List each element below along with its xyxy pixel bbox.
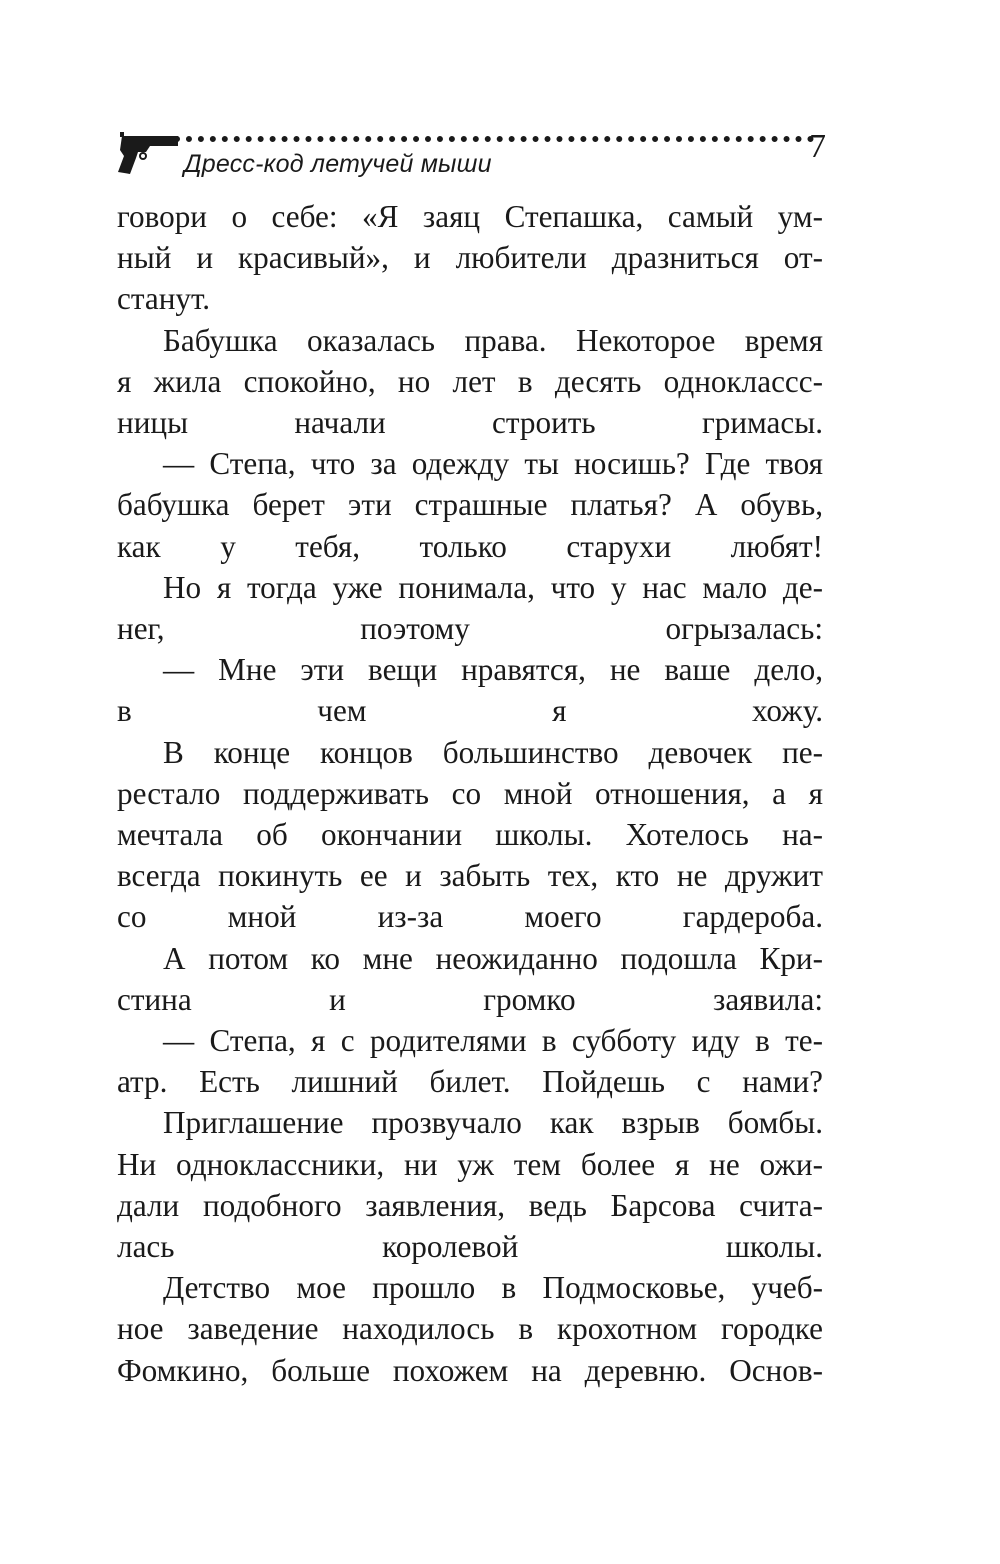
paragraph	[117, 443, 823, 567]
paragraph	[117, 1020, 823, 1102]
running-title: Дресс-код летучей мыши	[184, 150, 492, 178]
paragraph	[117, 1102, 823, 1267]
revolver-icon	[116, 128, 180, 176]
paragraph-text: Но я тогда уже понимала, что у нас мало де- нег, поэтому огрызалась:	[117, 569, 823, 647]
paragraph-text: — Мне эти вещи нравятся, не ваше дело, в чем я хожу.	[117, 652, 823, 729]
paragraph-text: Детство мое прошло в Подмосковье, учеб- ное заведение находилось в крохотном городке Фомкино, больше похожем на деревню. Основ-	[117, 1270, 823, 1388]
paragraph-text: В конце концов большинство девочек пе- рестало поддерживать со мной отношения, а я мечтала об окончании школы. Хотелось на- всегда покинуть ее и забыть тех, кто не дружит со мной из-за моего гардероба.	[117, 734, 823, 935]
page-number: 7	[809, 128, 826, 165]
paragraph	[117, 320, 823, 444]
running-header	[112, 118, 830, 188]
paragraph-text: говори о себе: «Я заяц Степашка, самый ум- ный и красивый», и любители дразниться от- станут.	[117, 199, 823, 317]
paragraph-text: А потом ко мне неожиданно подошла Кри- стина и громко заявила:	[117, 940, 823, 1017]
paragraph	[117, 732, 823, 938]
paragraph-text: — Степа, я с родителями в субботу иду в те- атр. Есть лишний билет. Пойдешь с нами?	[117, 1023, 823, 1100]
paragraph	[117, 1267, 823, 1391]
paragraph	[117, 567, 823, 649]
paragraph-text: — Степа, что за одежду ты носишь? Где твоя бабушка берет эти страшные платья? А обувь, как у тебя, только старухи любят!	[117, 446, 823, 564]
paragraph-text: Бабушка оказалась права. Некоторое время я жила спокойно, но лет в десять одноклассс- ницы начали строить гримасы.	[117, 322, 823, 441]
header-dotted-rule	[174, 136, 814, 142]
paragraph	[117, 938, 823, 1020]
paragraph	[117, 649, 823, 731]
paragraph-text: Приглашение прозвучало как взрыв бомбы. Ни одноклассники, ни уж тем более я не ожи- дали подобного заявления, ведь Барсова счита- лась королевой школы.	[117, 1105, 823, 1265]
body-text	[117, 196, 823, 1391]
paragraph	[117, 196, 823, 320]
